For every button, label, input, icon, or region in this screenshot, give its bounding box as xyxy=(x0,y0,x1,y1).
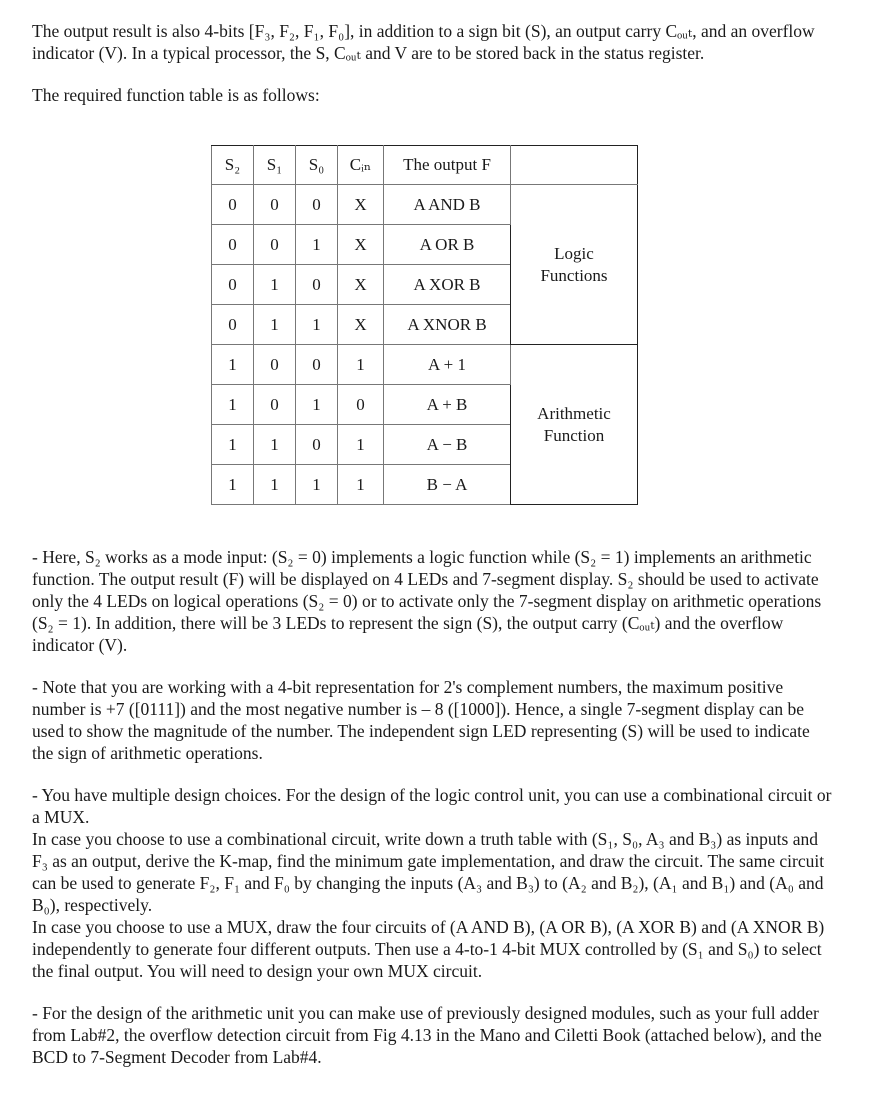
paragraph-text: - Here, S₂ works as a mode input: (S₂ = 0) implements a logic function while (S₂ = 1) implements an arithmetic function. The output result (F) will be displayed on 4 LEDs and 7-segment display. S₂ should be used to activate only the 4 LEDs on logical operations (S₂ = 0) or to activate only the 7-segment display on arithmetic operations (S₂ = 1). In addition, there will be 3 LEDs to represent the sign (S), the output carry (Cₒᵤₜ) and the overflow indicator (V). xyxy=(32,547,822,655)
cell: 1 xyxy=(254,305,296,345)
paragraph-twos-complement xyxy=(32,676,832,764)
group-arith-line1: Arithmetic xyxy=(537,403,611,423)
cell: 1 xyxy=(212,385,254,425)
paragraph-text: - For the design of the arithmetic unit you can make use of previously designed modules, such as your full adder from Lab#2, the overflow detection circuit from Fig 4.13 in the Mano and Ciletti Book (attached below), and the BCD to 7-Segment Decoder from Lab#4. xyxy=(32,1003,822,1067)
cell: 0 xyxy=(212,305,254,345)
header-cin: Cᵢₙ xyxy=(338,146,384,185)
cell: X xyxy=(338,305,384,345)
paragraph-text: In case you choose to use a combinational circuit, write down a truth table with (S₁, S₀, A₃ and B₃) as inputs and F₃ as an output, derive the K-map, find the minimum gate implementation, and draw the circuit. The same circuit can be used to generate F₂, F₁ and F₀ by changing the inputs (A₃ and B₃) to (A₂ and B₂), (A₁ and B₁) and (A₀ and B₀), respectively. xyxy=(32,829,825,915)
cell: 1 xyxy=(296,225,338,265)
cell: 1 xyxy=(338,345,384,385)
cell: 0 xyxy=(296,345,338,385)
cell: 0 xyxy=(212,265,254,305)
cell: 1 xyxy=(296,465,338,505)
cell: 1 xyxy=(254,465,296,505)
cell: 0 xyxy=(254,185,296,225)
cell: 1 xyxy=(338,425,384,465)
cell: 1 xyxy=(296,305,338,345)
header-s0: S₀ xyxy=(296,146,338,185)
cell: X xyxy=(338,265,384,305)
cell: X xyxy=(338,185,384,225)
table-row xyxy=(212,185,638,225)
cell-output: A AND B xyxy=(384,185,511,225)
cell: 0 xyxy=(296,425,338,465)
paragraph-text: - You have multiple design choices. For the design of the logic control unit, you can use a combinational circuit or a MUX. xyxy=(32,785,832,827)
group-logic-functions xyxy=(511,185,638,345)
cell: 1 xyxy=(338,465,384,505)
cell: 0 xyxy=(296,185,338,225)
cell: 0 xyxy=(338,385,384,425)
group-arith-line2: Function xyxy=(543,425,605,445)
intro-paragraph: The output result is also 4-bits [F₃, F₂, F₁, F₀], in addition to a sign bit (S), an output carry Cₒᵤₜ, and an overflow indicator (V). In a typical processor, the S, Cₒᵤₜ and V are to be stored back in the status register. xyxy=(32,21,815,63)
cell: 0 xyxy=(254,345,296,385)
group-logic-line2: Functions xyxy=(540,265,608,285)
cell: 0 xyxy=(254,385,296,425)
cell: 1 xyxy=(296,385,338,425)
table-row xyxy=(212,345,638,385)
table-lead-text: The required function table is as follows: xyxy=(32,85,320,105)
function-table xyxy=(211,145,638,505)
header-group-blank xyxy=(511,146,638,185)
paragraph-mode-input xyxy=(32,546,832,656)
header-s2: S₂ xyxy=(212,146,254,185)
cell-output: A XNOR B xyxy=(384,305,511,345)
cell: 1 xyxy=(212,345,254,385)
document-page xyxy=(32,20,832,126)
cell: 0 xyxy=(296,265,338,305)
cell-output: B − A xyxy=(384,465,511,505)
cell: X xyxy=(338,225,384,265)
cell-output: A − B xyxy=(384,425,511,465)
cell-output: A + B xyxy=(384,385,511,425)
cell-output: A + 1 xyxy=(384,345,511,385)
cell: 0 xyxy=(254,225,296,265)
cell: 1 xyxy=(212,465,254,505)
body-text xyxy=(32,546,832,1088)
paragraph-arithmetic-unit xyxy=(32,1002,832,1068)
paragraph-text: In case you choose to use a MUX, draw the four circuits of (A AND B), (A OR B), (A XOR B) and (A XNOR B) independently to generate four different outputs. Then use a 4-to-1 4-bit MUX controlled by (S₁ and S₀) to select the final output. You will need to design your own MUX circuit. xyxy=(32,917,825,981)
paragraph-design-choices xyxy=(32,784,832,982)
table-header-row xyxy=(212,146,638,185)
group-arithmetic-function xyxy=(511,345,638,505)
paragraph-text: - Note that you are working with a 4-bit representation for 2's complement numbers, the maximum positive number is +7 ([0111]) and the most negative number is – 8 ([1000]). Hence, a single 7-segment display can be used to show the magnitude of the number. The independent sign LED representing (S) will be used to indicate the sign of arithmetic operations. xyxy=(32,677,810,763)
header-output: The output F xyxy=(384,146,511,185)
cell: 1 xyxy=(254,265,296,305)
header-s1: S₁ xyxy=(254,146,296,185)
cell-output: A OR B xyxy=(384,225,511,265)
cell: 0 xyxy=(212,225,254,265)
cell: 1 xyxy=(212,425,254,465)
cell: 1 xyxy=(254,425,296,465)
group-logic-line1: Logic xyxy=(554,243,594,263)
cell-output: A XOR B xyxy=(384,265,511,305)
cell: 0 xyxy=(212,185,254,225)
